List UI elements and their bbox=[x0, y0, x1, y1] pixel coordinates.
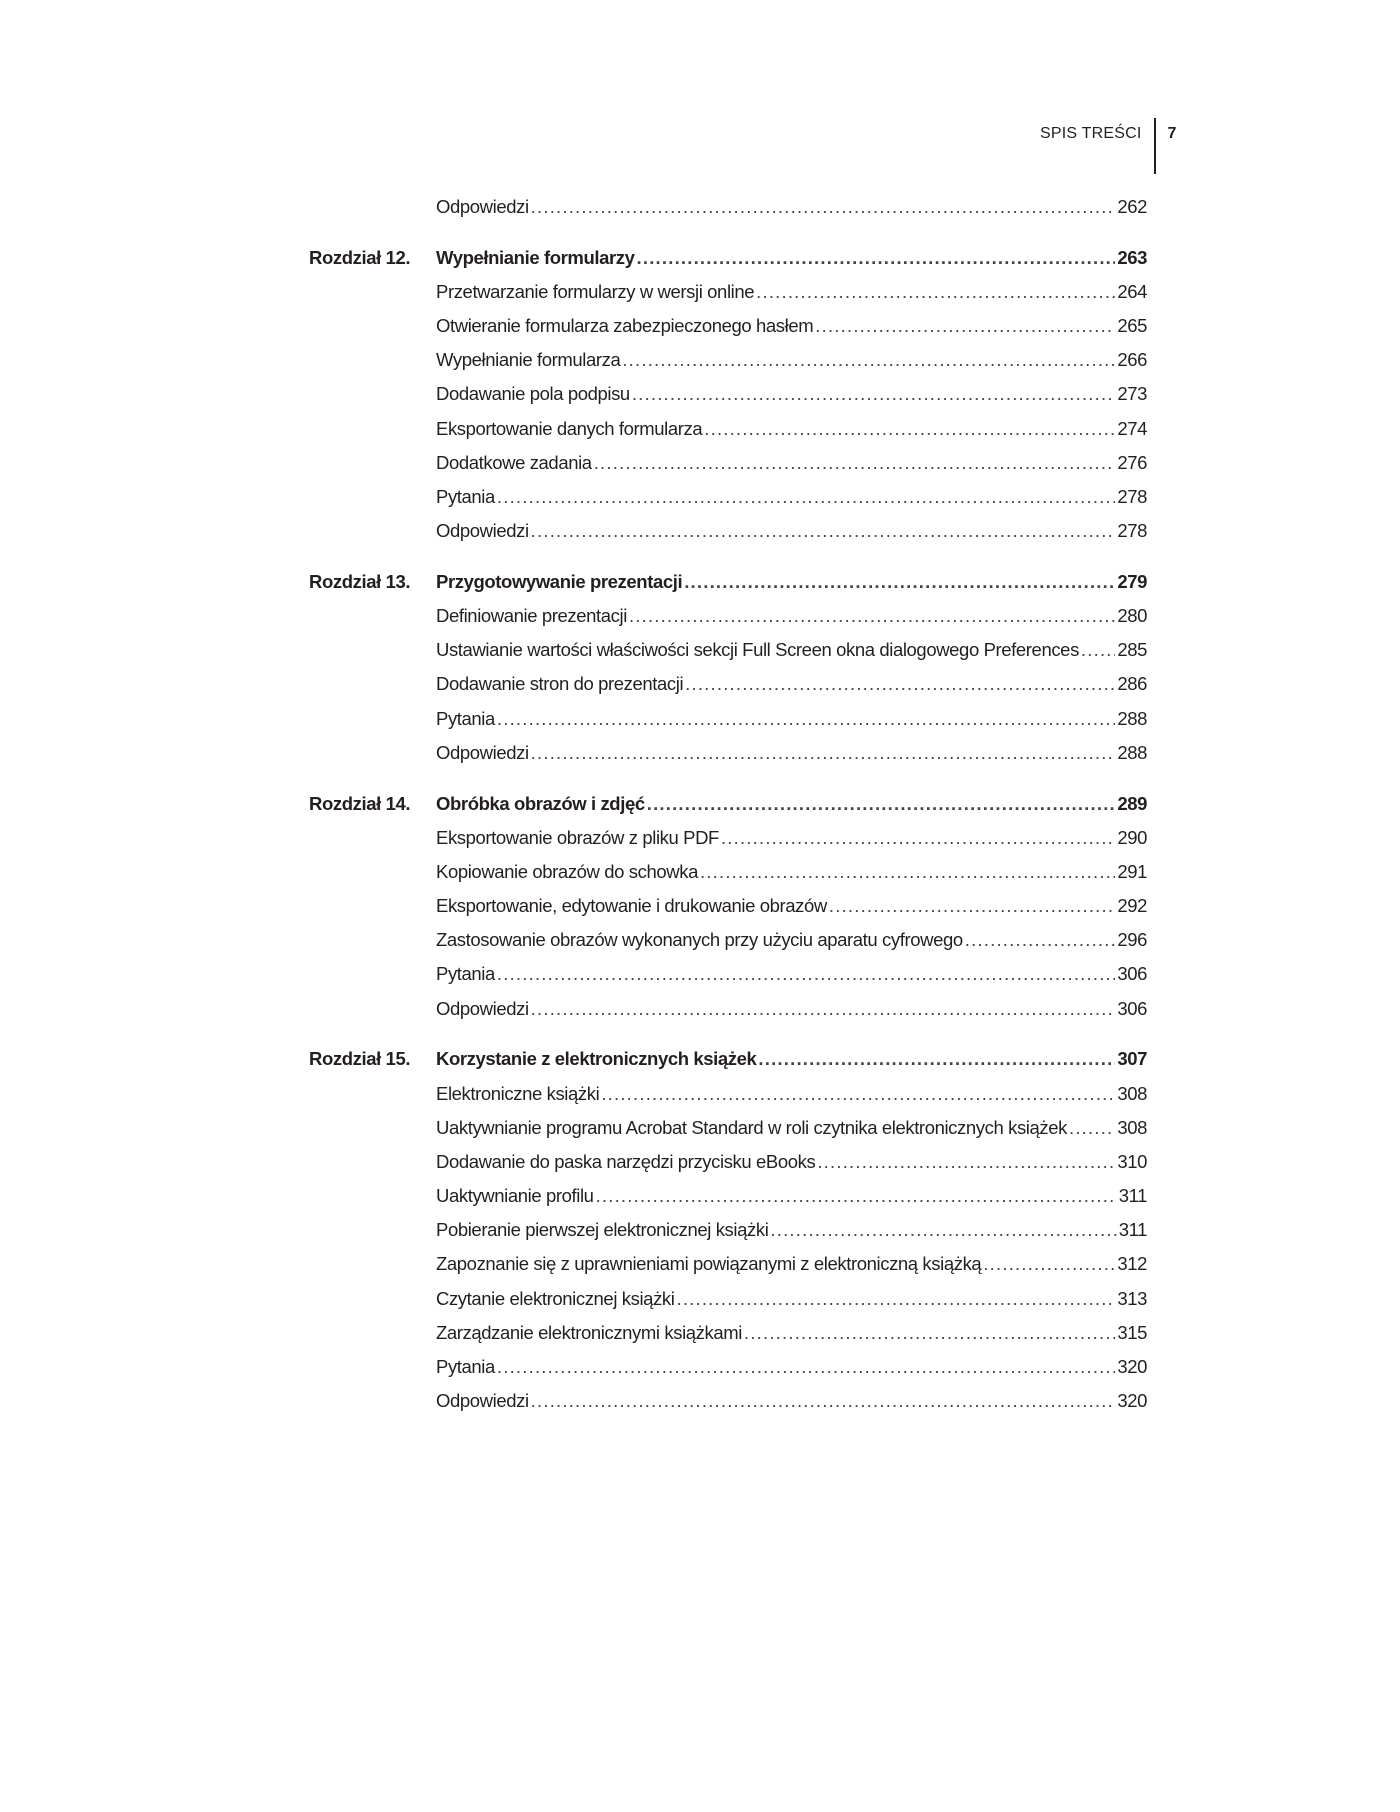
toc-entry bbox=[436, 667, 1147, 701]
entry-title: Dodawanie pola podpisu bbox=[436, 383, 630, 405]
entry-page-number: 315 bbox=[1117, 1321, 1147, 1343]
entry-page-number: 278 bbox=[1117, 486, 1147, 507]
entry-page-number: 296 bbox=[1117, 929, 1147, 951]
toc-entry bbox=[436, 1179, 1147, 1213]
toc-entry-row bbox=[0, 1213, 1400, 1247]
toc-entry bbox=[436, 565, 1147, 599]
dot-leader bbox=[756, 275, 1115, 309]
entry-page-number: 313 bbox=[1117, 1287, 1147, 1309]
toc-entry-row bbox=[0, 821, 1400, 855]
entry-title: Odpowiedzi bbox=[436, 520, 529, 542]
toc-entry bbox=[436, 190, 1147, 224]
entry-title: Ustawianie wartości właściwości sekcji Full Screen okna dialogowego Preferences bbox=[436, 639, 1079, 661]
entry-title: Pobieranie pierwszej elektronicznej książki bbox=[436, 1219, 769, 1241]
entry-title: Pytania bbox=[436, 963, 495, 985]
toc-entry-row bbox=[0, 514, 1400, 548]
dot-leader bbox=[596, 1179, 1117, 1213]
entry-page-number: 266 bbox=[1117, 349, 1147, 371]
entry-page-number: 286 bbox=[1117, 673, 1147, 695]
toc-entry-row bbox=[0, 923, 1400, 957]
toc-entry bbox=[436, 446, 1147, 480]
dot-leader bbox=[829, 889, 1115, 923]
dot-leader bbox=[817, 1145, 1115, 1179]
toc-entry bbox=[436, 633, 1147, 667]
dot-leader bbox=[770, 1213, 1116, 1247]
toc-entry bbox=[436, 412, 1147, 446]
entry-title: Otwieranie formularza zabezpieczonego hasłem bbox=[436, 315, 814, 337]
entry-page-number: 278 bbox=[1117, 520, 1147, 542]
toc-entry-row bbox=[0, 1282, 1400, 1316]
entry-page-number: 307 bbox=[1117, 1048, 1147, 1070]
toc-entry-row bbox=[0, 702, 1400, 736]
dot-leader bbox=[497, 480, 1115, 514]
chapter-label: Rozdział 12. bbox=[309, 246, 411, 268]
page-number: 7 bbox=[1167, 125, 1177, 142]
toc-entry bbox=[436, 1282, 1147, 1316]
entry-page-number: 276 bbox=[1117, 451, 1147, 473]
dot-leader bbox=[531, 190, 1116, 224]
entry-title: Eksportowanie obrazów z pliku PDF bbox=[436, 826, 719, 848]
entry-title: Zapoznanie się z uprawnieniami powiązanymi z elektroniczną książką bbox=[436, 1253, 982, 1275]
dot-leader bbox=[632, 377, 1116, 411]
entry-title: Odpowiedzi bbox=[436, 741, 529, 763]
entry-title: Pytania bbox=[436, 707, 495, 729]
toc-entry bbox=[436, 309, 1147, 343]
entry-title: Dodawanie do paska narzędzi przycisku eBooks bbox=[436, 1150, 816, 1172]
toc-entry bbox=[436, 736, 1147, 770]
toc-entry-row bbox=[0, 190, 1400, 224]
toc-entry-row bbox=[0, 343, 1400, 377]
dot-leader bbox=[622, 343, 1115, 377]
toc-entry bbox=[436, 702, 1147, 736]
toc-entry-row bbox=[0, 1384, 1400, 1418]
entry-page-number: 291 bbox=[1117, 860, 1147, 882]
entry-title: Uaktywnianie programu Acrobat Standard w roli czytnika elektronicznych książek bbox=[436, 1116, 1067, 1138]
entry-title: Pytania bbox=[436, 486, 495, 507]
dot-leader bbox=[629, 599, 1115, 633]
entry-page-number: 311 bbox=[1118, 1185, 1147, 1207]
entry-page-number: 279 bbox=[1117, 570, 1147, 592]
dot-leader bbox=[685, 667, 1115, 701]
entry-title: Kopiowanie obrazów do schowka bbox=[436, 860, 698, 882]
toc-entry bbox=[436, 241, 1147, 275]
dot-leader bbox=[594, 446, 1116, 480]
dot-leader bbox=[965, 923, 1116, 957]
dot-leader bbox=[721, 821, 1115, 855]
entry-page-number: 312 bbox=[1117, 1253, 1147, 1275]
toc-entry-row bbox=[0, 1247, 1400, 1281]
toc-entry bbox=[436, 599, 1147, 633]
toc-entry-row bbox=[0, 736, 1400, 770]
dot-leader bbox=[1069, 1111, 1115, 1145]
toc-entry-row bbox=[0, 1077, 1400, 1111]
toc-entry-row bbox=[0, 309, 1400, 343]
entry-page-number: 265 bbox=[1117, 315, 1147, 337]
dot-leader bbox=[497, 957, 1115, 991]
toc-entry bbox=[436, 480, 1147, 514]
dot-leader bbox=[647, 787, 1116, 821]
toc-chapter-row bbox=[0, 565, 1400, 599]
dot-leader bbox=[684, 565, 1115, 599]
entry-title: Przetwarzanie formularzy w wersji online bbox=[436, 280, 755, 302]
entry-page-number: 288 bbox=[1117, 707, 1147, 729]
entry-title: Dodawanie stron do prezentacji bbox=[436, 673, 684, 695]
toc-entry bbox=[436, 1213, 1147, 1247]
toc-entry bbox=[436, 1111, 1147, 1145]
dot-leader bbox=[815, 309, 1115, 343]
entry-title: Eksportowanie, edytowanie i drukowanie obrazów bbox=[436, 895, 827, 917]
dot-leader bbox=[1081, 633, 1115, 667]
toc-entry-row bbox=[0, 992, 1400, 1026]
dot-leader bbox=[704, 412, 1115, 446]
toc-entry bbox=[436, 1077, 1147, 1111]
toc-entry bbox=[436, 855, 1147, 889]
entry-page-number: 290 bbox=[1117, 826, 1147, 848]
entry-title: Wypełnianie formularza bbox=[436, 349, 621, 371]
entry-page-number: 306 bbox=[1117, 963, 1147, 985]
toc-entry bbox=[436, 957, 1147, 991]
toc-entry-row bbox=[0, 1316, 1400, 1350]
entry-page-number: 320 bbox=[1117, 1390, 1147, 1412]
entry-title: Pytania bbox=[436, 1356, 495, 1377]
dot-leader bbox=[531, 736, 1116, 770]
entry-page-number: 262 bbox=[1117, 196, 1147, 217]
toc-entry bbox=[436, 343, 1147, 377]
dot-leader bbox=[601, 1077, 1115, 1111]
entry-page-number: 263 bbox=[1117, 246, 1147, 268]
toc-entry bbox=[436, 889, 1147, 923]
running-head bbox=[1040, 118, 1176, 174]
chapter-label: Rozdział 15. bbox=[309, 1048, 411, 1070]
entry-title: Eksportowanie danych formularza bbox=[436, 417, 703, 439]
entry-page-number: 285 bbox=[1117, 639, 1147, 661]
toc-entry-row bbox=[0, 1179, 1400, 1213]
entry-title: Korzystanie z elektronicznych książek bbox=[436, 1048, 757, 1070]
chapter-label: Rozdział 14. bbox=[309, 792, 411, 814]
dot-leader bbox=[744, 1316, 1115, 1350]
section-title: SPIS TREŚCI bbox=[1040, 125, 1142, 142]
toc-chapter-row bbox=[0, 787, 1400, 821]
toc-entry bbox=[436, 1145, 1147, 1179]
toc-entry bbox=[436, 1350, 1147, 1384]
toc-entry bbox=[436, 1042, 1147, 1076]
dot-leader bbox=[497, 702, 1115, 736]
dot-leader bbox=[531, 992, 1116, 1026]
toc-entry bbox=[436, 923, 1147, 957]
entry-title: Odpowiedzi bbox=[436, 1390, 529, 1412]
entry-title: Przygotowywanie prezentacji bbox=[436, 570, 683, 592]
dot-leader bbox=[983, 1247, 1115, 1281]
toc-entry-row bbox=[0, 480, 1400, 514]
chapter-label: Rozdział 13. bbox=[309, 570, 411, 592]
dot-leader bbox=[497, 1350, 1115, 1384]
toc-entry bbox=[436, 514, 1147, 548]
entry-title: Uaktywnianie profilu bbox=[436, 1185, 594, 1207]
entry-page-number: 311 bbox=[1118, 1219, 1147, 1241]
entry-page-number: 306 bbox=[1117, 997, 1147, 1019]
entry-title: Zastosowanie obrazów wykonanych przy użyciu aparatu cyfrowego bbox=[436, 929, 963, 951]
dot-leader bbox=[637, 241, 1116, 275]
entry-page-number: 310 bbox=[1117, 1150, 1147, 1172]
toc-entry bbox=[436, 821, 1147, 855]
dot-leader bbox=[531, 1384, 1116, 1418]
toc-chapter-row bbox=[0, 241, 1400, 275]
entry-page-number: 308 bbox=[1117, 1116, 1147, 1138]
entry-page-number: 289 bbox=[1117, 792, 1147, 814]
entry-title: Dodatkowe zadania bbox=[436, 451, 592, 473]
toc-entry-row bbox=[0, 633, 1400, 667]
toc-entry bbox=[436, 1384, 1147, 1418]
entry-title: Czytanie elektronicznej książki bbox=[436, 1287, 675, 1309]
toc-entry-row bbox=[0, 667, 1400, 701]
toc-entry-row bbox=[0, 957, 1400, 991]
toc-entry-row bbox=[0, 889, 1400, 923]
entry-title: Definiowanie prezentacji bbox=[436, 605, 627, 627]
entry-page-number: 264 bbox=[1117, 280, 1147, 302]
entry-page-number: 320 bbox=[1117, 1356, 1147, 1377]
entry-page-number: 280 bbox=[1117, 605, 1147, 627]
toc-entry-row bbox=[0, 1111, 1400, 1145]
toc-entry-row bbox=[0, 1145, 1400, 1179]
dot-leader bbox=[758, 1042, 1115, 1076]
toc-entry-row bbox=[0, 1350, 1400, 1384]
toc-chapter-row bbox=[0, 1042, 1400, 1076]
entry-page-number: 273 bbox=[1117, 383, 1147, 405]
toc-entry-row bbox=[0, 599, 1400, 633]
table-of-contents bbox=[0, 190, 1400, 1418]
dot-leader bbox=[700, 855, 1115, 889]
entry-title: Odpowiedzi bbox=[436, 997, 529, 1019]
toc-entry bbox=[436, 377, 1147, 411]
entry-page-number: 288 bbox=[1117, 741, 1147, 763]
toc-entry bbox=[436, 1316, 1147, 1350]
entry-title: Odpowiedzi bbox=[436, 196, 529, 217]
toc-entry-row bbox=[0, 446, 1400, 480]
entry-page-number: 292 bbox=[1117, 895, 1147, 917]
toc-entry-row bbox=[0, 412, 1400, 446]
toc-entry bbox=[436, 992, 1147, 1026]
dot-leader bbox=[531, 514, 1116, 548]
entry-page-number: 308 bbox=[1117, 1082, 1147, 1104]
toc-entry bbox=[436, 1247, 1147, 1281]
dot-leader bbox=[676, 1282, 1115, 1316]
toc-entry bbox=[436, 275, 1147, 309]
entry-page-number: 274 bbox=[1117, 417, 1147, 439]
entry-title: Zarządzanie elektronicznymi książkami bbox=[436, 1321, 742, 1343]
toc-entry-row bbox=[0, 855, 1400, 889]
toc-entry-row bbox=[0, 275, 1400, 309]
toc-entry-row bbox=[0, 377, 1400, 411]
entry-title: Wypełnianie formularzy bbox=[436, 246, 635, 268]
toc-entry bbox=[436, 787, 1147, 821]
entry-title: Obróbka obrazów i zdjęć bbox=[436, 792, 645, 814]
entry-title: Elektroniczne książki bbox=[436, 1082, 600, 1104]
